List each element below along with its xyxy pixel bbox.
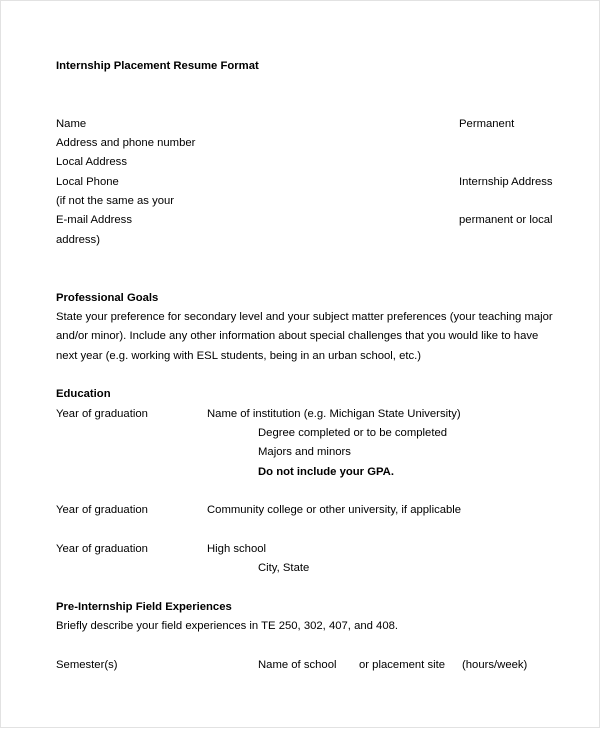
field-column-site: or placement site <box>359 659 446 671</box>
document-title: Internship Placement Resume Format <box>56 60 259 72</box>
field-column-hours: (hours/week) <box>462 659 528 671</box>
contact-line: Name <box>56 118 87 130</box>
contact-line: Address and phone number <box>56 137 196 149</box>
education-year: Year of graduation <box>56 408 148 420</box>
goals-line: next year (e.g. working with ESL students, being in an urban school, etc.) <box>56 350 422 362</box>
education-detail: Majors and minors <box>258 446 351 458</box>
education-note: Do not include your GPA. <box>258 466 394 478</box>
field-column-school: Name of school <box>258 659 337 671</box>
contact-right-line: permanent or local <box>459 214 553 226</box>
education-detail: Degree completed or to be completed <box>258 427 448 439</box>
contact-line: E-mail Address <box>56 214 132 226</box>
education-heading: Education <box>56 388 111 400</box>
contact-line: (if not the same as your <box>56 195 175 207</box>
education-detail: City, State <box>258 562 310 574</box>
field-description: Briefly describe your field experiences in TE 250, 302, 407, and 408. <box>56 620 399 632</box>
contact-right-line: Internship Address <box>459 176 553 188</box>
education-institution: High school <box>207 543 267 555</box>
contact-line: address) <box>56 234 100 246</box>
contact-line: Local Phone <box>56 176 119 188</box>
education-institution: Name of institution (e.g. Michigan State University) <box>207 408 461 420</box>
education-year: Year of graduation <box>56 504 148 516</box>
contact-right-line: Permanent <box>459 118 515 130</box>
goals-heading: Professional Goals <box>56 292 159 304</box>
contact-line: Local Address <box>56 156 127 168</box>
field-heading: Pre-Internship Field Experiences <box>56 601 232 613</box>
education-institution: Community college or other university, if applicable <box>207 504 462 516</box>
goals-line: State your preference for secondary level and your subject matter preferences (your teaching major <box>56 311 553 323</box>
goals-line: and/or minor). Include any other information about special challenges that you would like to have <box>56 330 539 342</box>
field-column-semester: Semester(s) <box>56 659 118 671</box>
education-year: Year of graduation <box>56 543 148 555</box>
